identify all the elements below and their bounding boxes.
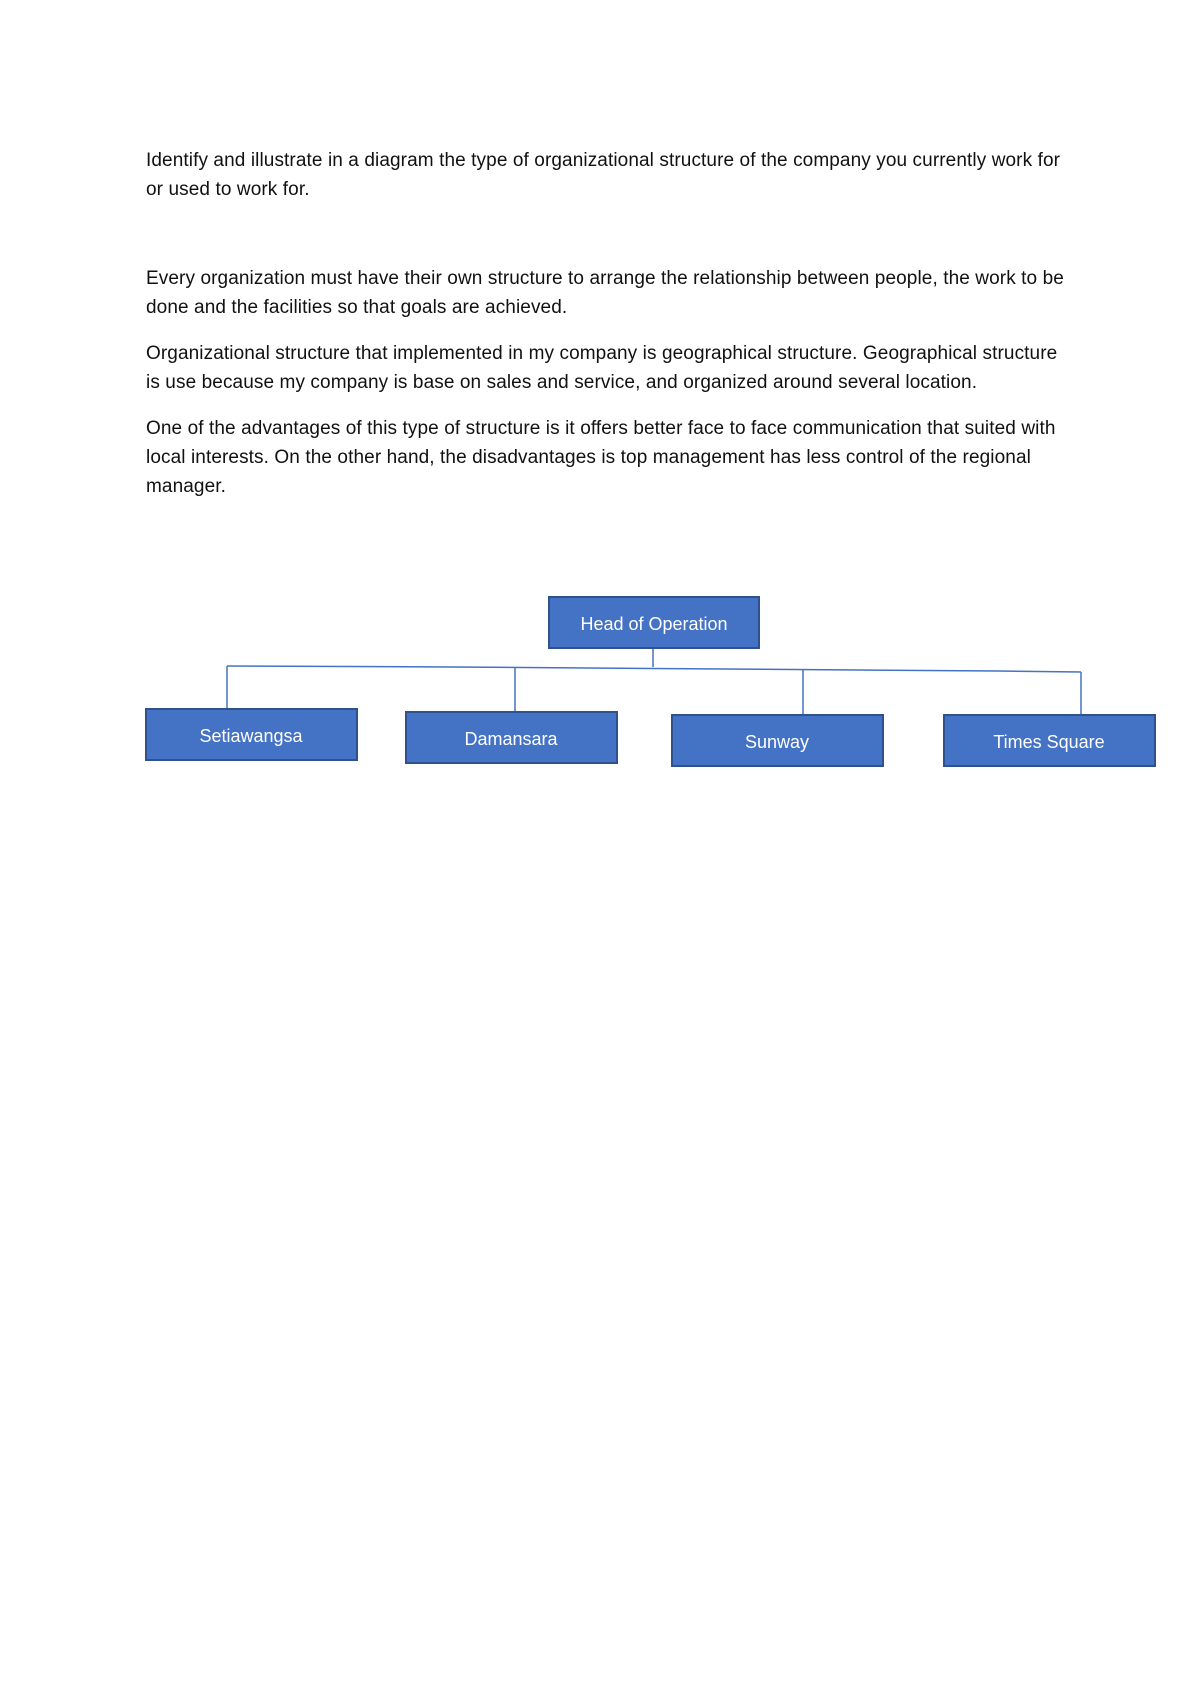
body-paragraph-1: Every organization must have their own structure to arrange the relationship between people, the work to be done and the facilities so that goals are achieved.: [146, 268, 1064, 318]
org-node-label: Head of Operation: [580, 614, 728, 634]
org-node-label: Damansara: [464, 729, 558, 749]
body-paragraph-3: One of the advantages of this type of structure is it offers better face to face communication that suited with local interests. On the other hand, the disadvantages is top management has less control of the regional manager.: [146, 418, 1056, 497]
org-node-label: Setiawangsa: [199, 726, 303, 746]
org-node-times-square: [944, 715, 1155, 766]
question-paragraph: Identify and illustrate in a diagram the type of organizational structure of the company you currently work for or used to work for.: [146, 150, 1061, 200]
org-node-sunway: [672, 715, 883, 766]
org-node-label: Sunway: [744, 732, 810, 752]
org-node-label: Times Square: [993, 732, 1105, 752]
org-node-damansara: [406, 712, 617, 763]
body-paragraph-2: Organizational structure that implemented in my company is geographical structure. Geographical structure is use because my company is base on sales and service, and organized around several location.: [146, 343, 1058, 393]
document-body: [146, 146, 1066, 518]
org-node-head-of-operation: [549, 597, 759, 648]
connector-horizontal-bar: [227, 666, 1081, 672]
org-node-setiawangsa: [146, 709, 357, 760]
